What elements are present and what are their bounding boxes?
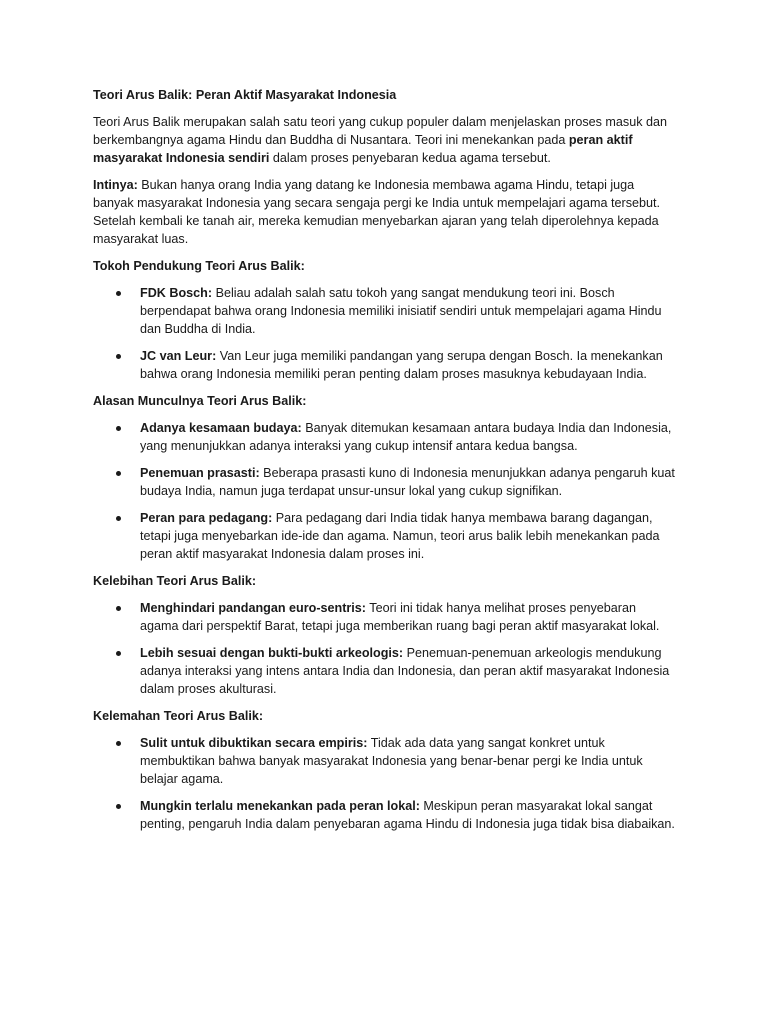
item-text: Banyak ditemukan kesamaan antara budaya India dan Indonesia, yang menunjukkan adanya interaksi yang cukup intensif antara kedua bangsa. bbox=[140, 421, 672, 453]
item-label: Peran para pedagang: bbox=[140, 511, 273, 525]
list-item bbox=[140, 419, 676, 455]
item-text: Beberapa prasasti kuno di Indonesia menunjukkan adanya pengaruh kuat budaya India, namun juga terdapat unsur-unsur lokal yang cukup signifikan. bbox=[140, 466, 675, 498]
item-label: Adanya kesamaan budaya: bbox=[140, 421, 302, 435]
item-label: FDK Bosch: bbox=[140, 286, 213, 300]
reasons-list bbox=[93, 419, 676, 563]
list-item bbox=[140, 347, 676, 383]
intro-text-before: Teori Arus Balik merupakan salah satu teori yang cukup populer dalam menjelaskan proses masuk dan berkembangnya agama Hindu dan Buddha di Nusantara. Teori ini menekankan pada bbox=[93, 115, 668, 147]
list-item bbox=[140, 797, 676, 833]
item-label: Sulit untuk dibuktikan secara empiris: bbox=[140, 736, 368, 750]
list-item bbox=[140, 734, 676, 788]
item-text: Beliau adalah salah satu tokoh yang sangat mendukung teori ini. Bosch berpendapat bahwa orang Indonesia memiliki inisiatif sendiri untuk mempelajari agama Hindu dan Buddha di India. bbox=[140, 286, 662, 336]
document-title: Teori Arus Balik: Peran Aktif Masyarakat Indonesia bbox=[93, 88, 397, 102]
item-label: JC van Leur: bbox=[140, 349, 217, 363]
item-text: Penemuan-penemuan arkeologis mendukung adanya interaksi yang intens antara India dan Indonesia, dan peran aktif masyarakat Indonesia dalam proses akulturasi. bbox=[140, 646, 670, 696]
list-item bbox=[140, 284, 676, 338]
weaknesses-heading: Kelemahan Teori Arus Balik: bbox=[93, 709, 264, 723]
reasons-heading: Alasan Munculnya Teori Arus Balik: bbox=[93, 394, 307, 408]
item-text: Van Leur juga memiliki pandangan yang serupa dengan Bosch. Ia menekankan bahwa orang Indonesia memiliki peran penting dalam proses masuknya kebudayaan India. bbox=[140, 349, 663, 381]
intro-paragraph bbox=[93, 113, 676, 167]
item-text: Meskipun peran masyarakat lokal sangat penting, pengaruh India dalam penyebaran agama Hindu di Indonesia juga tidak bisa diabaikan. bbox=[140, 799, 675, 831]
item-label: Mungkin terlalu menekankan pada peran lokal: bbox=[140, 799, 420, 813]
list-item bbox=[140, 599, 676, 635]
weaknesses-list bbox=[93, 734, 676, 833]
strengths-heading: Kelebihan Teori Arus Balik: bbox=[93, 574, 257, 588]
item-text: Tidak ada data yang sangat konkret untuk membuktikan bahwa banyak masyarakat Indonesia yang benar-benar pergi ke India untuk belajar agama. bbox=[140, 736, 643, 786]
supporters-heading: Tokoh Pendukung Teori Arus Balik: bbox=[93, 259, 305, 273]
item-label: Penemuan prasasti: bbox=[140, 466, 260, 480]
item-label: Lebih sesuai dengan bukti-bukti arkeologis: bbox=[140, 646, 404, 660]
list-item bbox=[140, 464, 676, 500]
intro-emphasis: peran aktif masyarakat Indonesia sendiri bbox=[93, 133, 633, 165]
strengths-list bbox=[93, 599, 676, 698]
item-text: Teori ini tidak hanya melihat proses penyebaran agama dari perspektif Barat, tetapi juga memberikan ruang bagi peran aktif masyarakat lokal. bbox=[140, 601, 660, 633]
supporters-list bbox=[93, 284, 676, 383]
list-item bbox=[140, 509, 676, 563]
item-label: Menghindari pandangan euro-sentris: bbox=[140, 601, 367, 615]
list-item bbox=[140, 644, 676, 698]
item-text: Para pedagang dari India tidak hanya membawa barang dagangan, tetapi juga menyebarkan ide-ide dan agama. Namun, teori arus balik lebih menekankan pada peran aktif masyarakat Indonesia dalam proses ini. bbox=[140, 511, 660, 561]
gist-paragraph bbox=[93, 176, 676, 248]
gist-text: Bukan hanya orang India yang datang ke Indonesia membawa agama Hindu, tetapi juga banyak masyarakat Indonesia yang secara sengaja pergi ke India untuk mempelajari agama tersebut. Setelah kembali ke tanah air, mereka kemudian menyebarkan ajaran yang telah diperolehnya kepada masyarakat luas. bbox=[93, 178, 661, 246]
gist-label: Intinya: bbox=[93, 178, 138, 192]
intro-text-after: dalam proses penyebaran kedua agama tersebut. bbox=[269, 151, 551, 165]
